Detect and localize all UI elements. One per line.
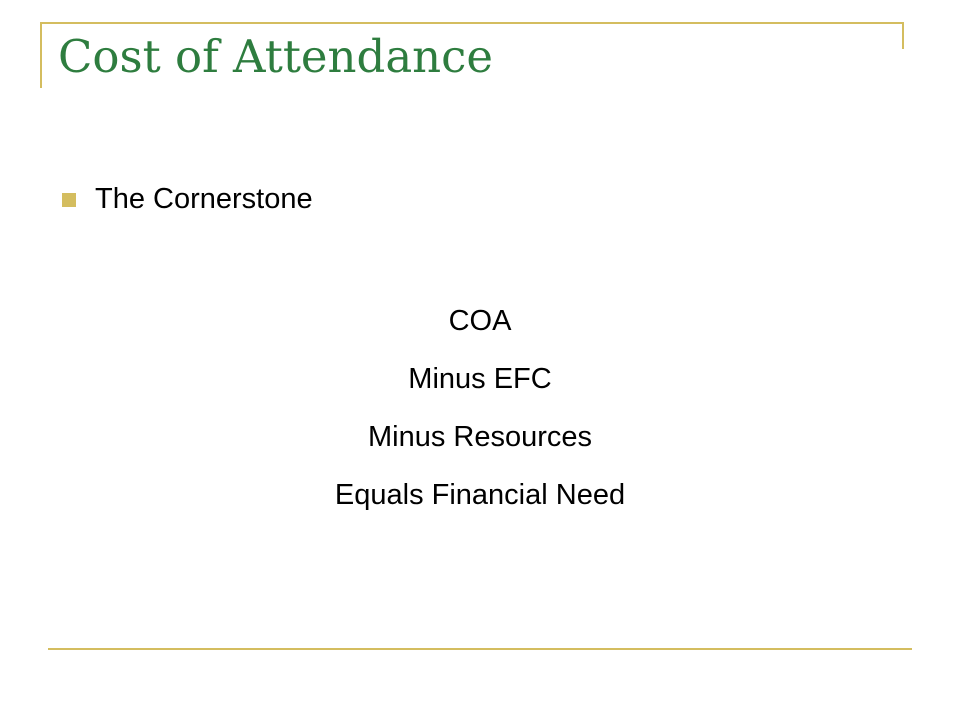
top-divider [40, 22, 904, 24]
formula-line-equals-need: Equals Financial Need [334, 479, 626, 511]
formula-line-coa: COA [448, 305, 512, 337]
slide-title: Cost of Attendance [58, 30, 493, 83]
formula-line-minus-efc: Minus EFC [408, 363, 552, 395]
square-bullet-icon [62, 193, 76, 207]
bottom-divider [48, 648, 912, 650]
formula-line-minus-resources: Minus Resources [367, 421, 593, 453]
bullet-text: The Cornerstone [95, 183, 313, 215]
formula-block [0, 292, 960, 524]
right-divider [902, 22, 904, 49]
left-divider [40, 22, 42, 88]
